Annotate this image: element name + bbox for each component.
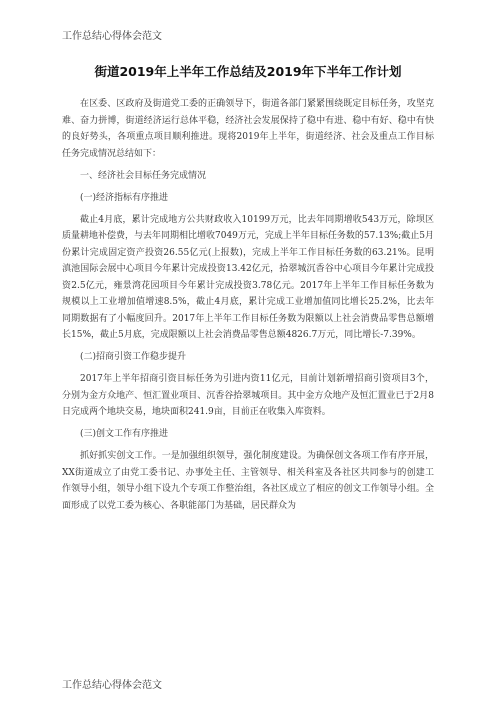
running-header: 工作总结心得体会范文 xyxy=(62,31,162,42)
investment-paragraph: 2017年上半年招商引资目标任务为引进内资11亿元，目前计划新增招商引资项目3个，分别为金方众地产、恒汇置业项目、沉香谷拾翠城项目。其中金方众地产及恒汇置业已于2月8日完成两个地块交易，地块面积241.9亩，目前正在收集入库资料。 xyxy=(62,374,434,417)
intro-paragraph: 在区委、区政府及街道党工委的正确领导下，街道各部门紧紧围绕既定目标任务，攻坚克难、奋力拼博，街道经济运行总体平稳，经济社会发展保持了稳中有进、稳中有好、稳中有快的良好势头，各项重点项目顺利推进。现将2019年上半年，街道经济、社会及重点工作目标任务完成情况总结如下： xyxy=(62,99,434,159)
section-heading-1: 一、经济社会目标任务完成情况 xyxy=(80,170,207,181)
document-body xyxy=(62,96,434,520)
document-title: 街道2019年上半年工作总结及2019年下半年工作计划 xyxy=(94,64,402,79)
subsection-heading-civilization: (三)创文工作有序推进 xyxy=(80,429,169,439)
economy-paragraph: 截止4月底，累计完成地方公共财政收入10199万元，比去年同期增收543万元，除坝区质量耕地补偿费，与去年同期相比增收7049万元，完成上半年目标任务数的57.13%;截止5月份累计完成固定资产投资26.55亿元(上报数)，完成上半年工作目标任务数的63.21%。昆明滇池国际会展中心项目今年累计完成投资13.42亿元，拾翠城沉香谷中心项目今年累计完成投资2.5亿元，雍景湾花园项目今年累计完成投资3.78亿元。2017年上半年工作目标任务数为规模以上工业增加值增速8.5%，截止4月底，累计完成工业增加值同比增长25.2%，比去年同期数据有了小幅度回升。2017年上半年工作目标任务数为限额以上社会消费品零售总额增长15%，截止5月底，完成限额以上社会消费品零售总额4826.7万元，同比增长-7.39%。 xyxy=(62,214,434,340)
subsection-heading-investment: (二)招商引资工作稳步提升 xyxy=(80,352,187,362)
subsection-heading-economy: (一)经济指标有序推进 xyxy=(80,192,169,203)
civilization-paragraph: 抓好抓实创文工作。一是加强组织领导，强化制度建设。为确保创文各项工作有序开展，XX街道成立了由党工委书记、办事处主任、主管领导、相关科室及各社区共同参与的创建工作领导小组，领导小组下设九个专项工作整治组，各社区成立了相应的创文工作领导小组。全面形成了以党工委为核心、各职能部门为基础，居民群众为 xyxy=(62,451,434,511)
running-footer: 工作总结心得体会范文 xyxy=(62,680,162,691)
